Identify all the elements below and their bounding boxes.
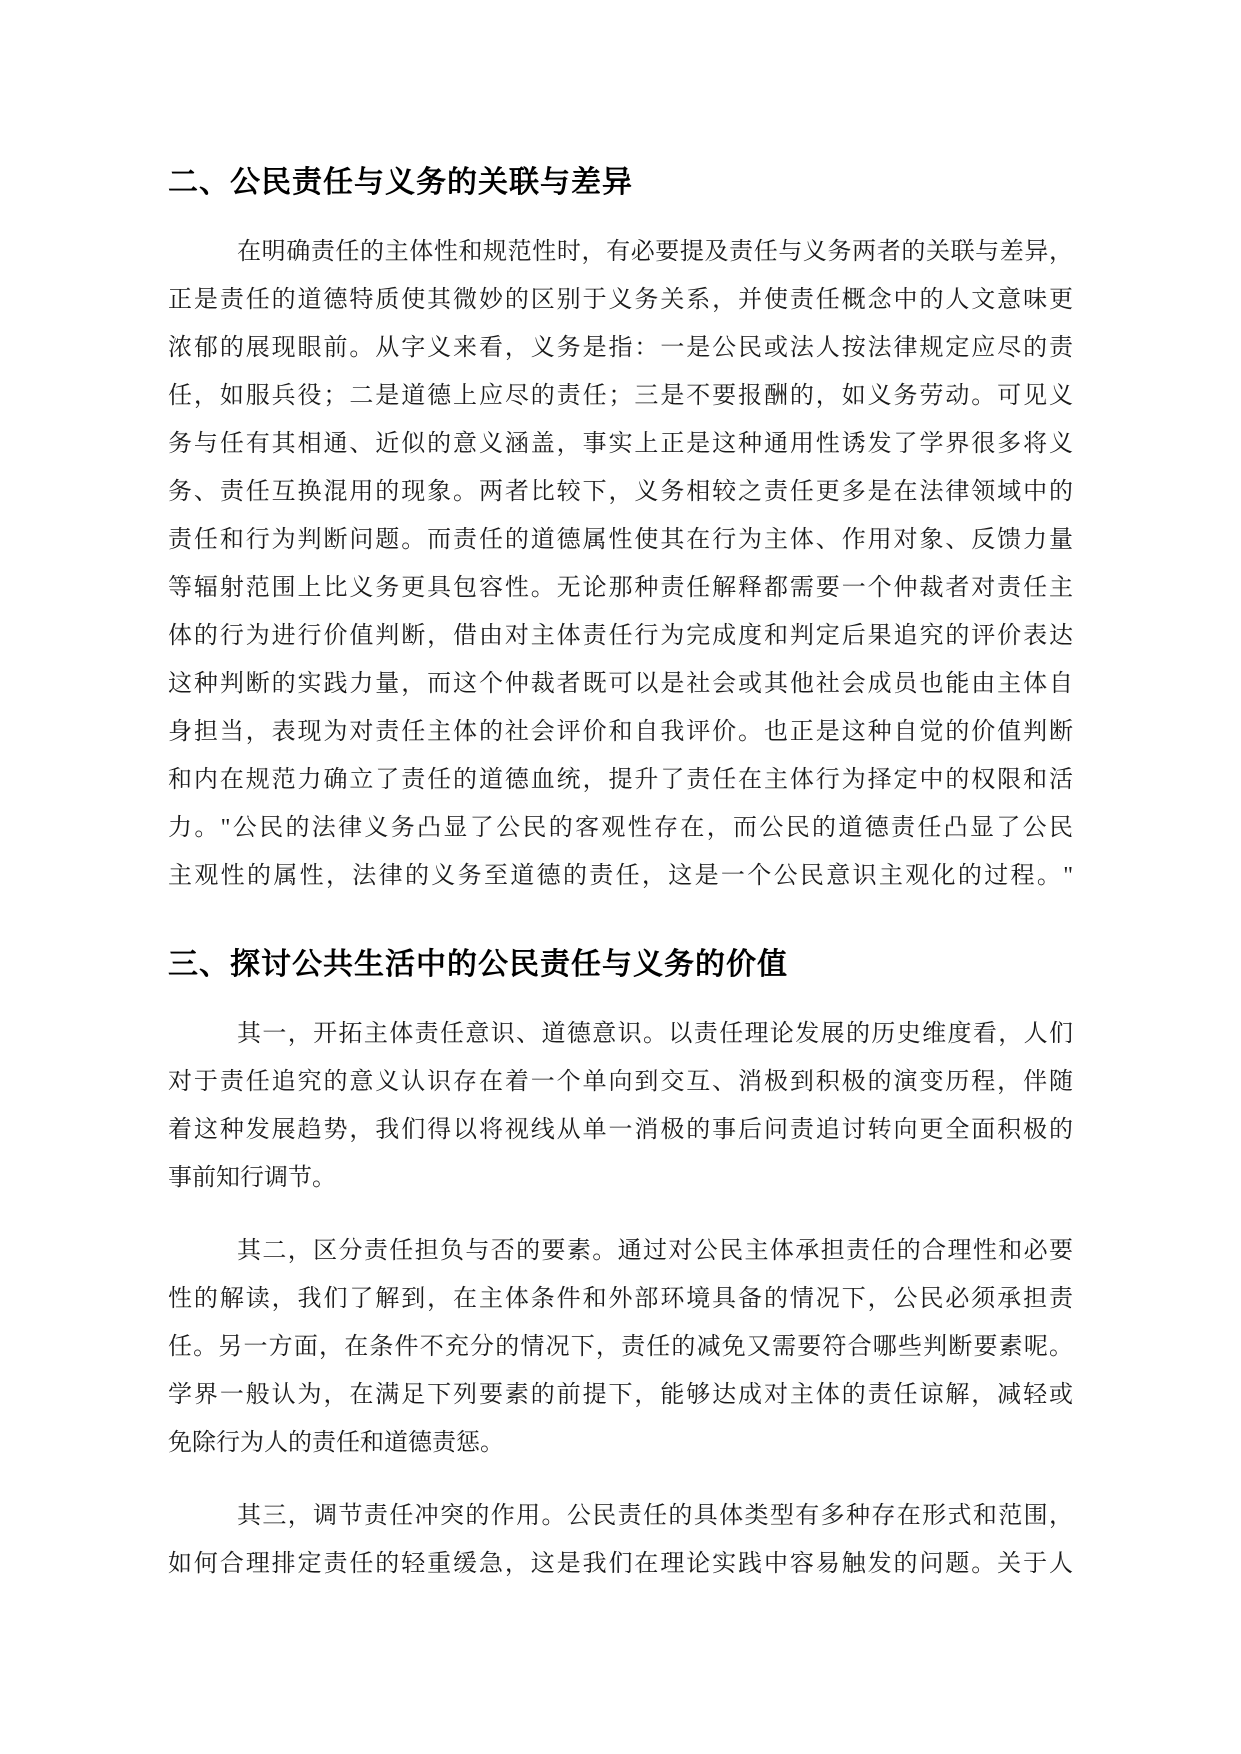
text-line: 责任和行为判断问题。而责任的道德属性使其在行为主体、作用对象、反馈力量	[168, 527, 1073, 553]
text-line: 等辐射范围上比义务更具包容性。无论那种责任解释都需要一个仲裁者对责任主	[168, 575, 1073, 601]
paragraph	[168, 1492, 1073, 1588]
text-line: 如何合理排定责任的轻重缓急，这是我们在理论实践中容易触发的问题。关于人	[168, 1551, 1073, 1577]
text-line: 正是责任的道德特质使其微妙的区别于义务关系，并使责任概念中的人文意味更	[168, 287, 1073, 313]
text-line: 学界一般认为，在满足下列要素的前提下，能够达成对主体的责任谅解，减轻或	[168, 1382, 1073, 1408]
text-line: 免除行为人的责任和道德责惩。	[168, 1430, 504, 1456]
text-line: 在明确责任的主体性和规范性时，有必要提及责任与义务两者的关联与差异，	[237, 239, 1073, 265]
text-line: 其一，开拓主体责任意识、道德意识。以责任理论发展的历史维度看，人们	[237, 1021, 1073, 1047]
section-heading: 二、公民责任与义务的关联与差异	[168, 166, 633, 199]
text-line: 主观性的属性，法律的义务至道德的责任，这是一个公民意识主观化的过程。"	[168, 863, 1073, 889]
text-line: 务、责任互换混用的现象。两者比较下，义务相较之责任更多是在法律领域中的	[168, 479, 1073, 505]
text-line: 事前知行调节。	[168, 1165, 336, 1191]
paragraph	[168, 1010, 1073, 1202]
text-line: 任，如服兵役；二是道德上应尽的责任；三是不要报酬的，如义务劳动。可见义	[168, 383, 1073, 409]
paragraph	[168, 1227, 1073, 1467]
text-line: 性的解读，我们了解到，在主体条件和外部环境具备的情况下，公民必须承担责	[168, 1286, 1073, 1312]
text-line: 任。另一方面，在条件不充分的情况下，责任的减免又需要符合哪些判断要素呢。	[168, 1334, 1073, 1360]
text-line: 其二，区分责任担负与否的要素。通过对公民主体承担责任的合理性和必要	[237, 1238, 1073, 1264]
text-line: 其三，调节责任冲突的作用。公民责任的具体类型有多种存在形式和范围，	[237, 1503, 1073, 1529]
text-line: 身担当，表现为对责任主体的社会评价和自我评价。也正是这种自觉的价值判断	[168, 719, 1073, 745]
text-line: 体的行为进行价值判断，借由对主体责任行为完成度和判定后果追究的评价表达	[168, 623, 1073, 649]
text-line: 浓郁的展现眼前。从字义来看，义务是指：一是公民或法人按法律规定应尽的责	[168, 335, 1073, 361]
paragraph	[168, 228, 1073, 900]
document-content	[168, 0, 1073, 1588]
section-heading: 三、探讨公共生活中的公民责任与义务的价值	[168, 948, 788, 981]
text-line: 着这种发展趋势，我们得以将视线从单一消极的事后问责追讨转向更全面积极的	[168, 1117, 1073, 1143]
text-line: 力。"公民的法律义务凸显了公民的客观性存在，而公民的道德责任凸显了公民	[168, 815, 1073, 841]
text-line: 和内在规范力确立了责任的道德血统，提升了责任在主体行为择定中的权限和活	[168, 767, 1073, 793]
text-line: 对于责任追究的意义认识存在着一个单向到交互、消极到积极的演变历程，伴随	[168, 1069, 1073, 1095]
text-line: 务与任有其相通、近似的意义涵盖，事实上正是这种通用性诱发了学界很多将义	[168, 431, 1073, 457]
text-line: 这种判断的实践力量，而这个仲裁者既可以是社会或其他社会成员也能由主体自	[168, 671, 1073, 697]
